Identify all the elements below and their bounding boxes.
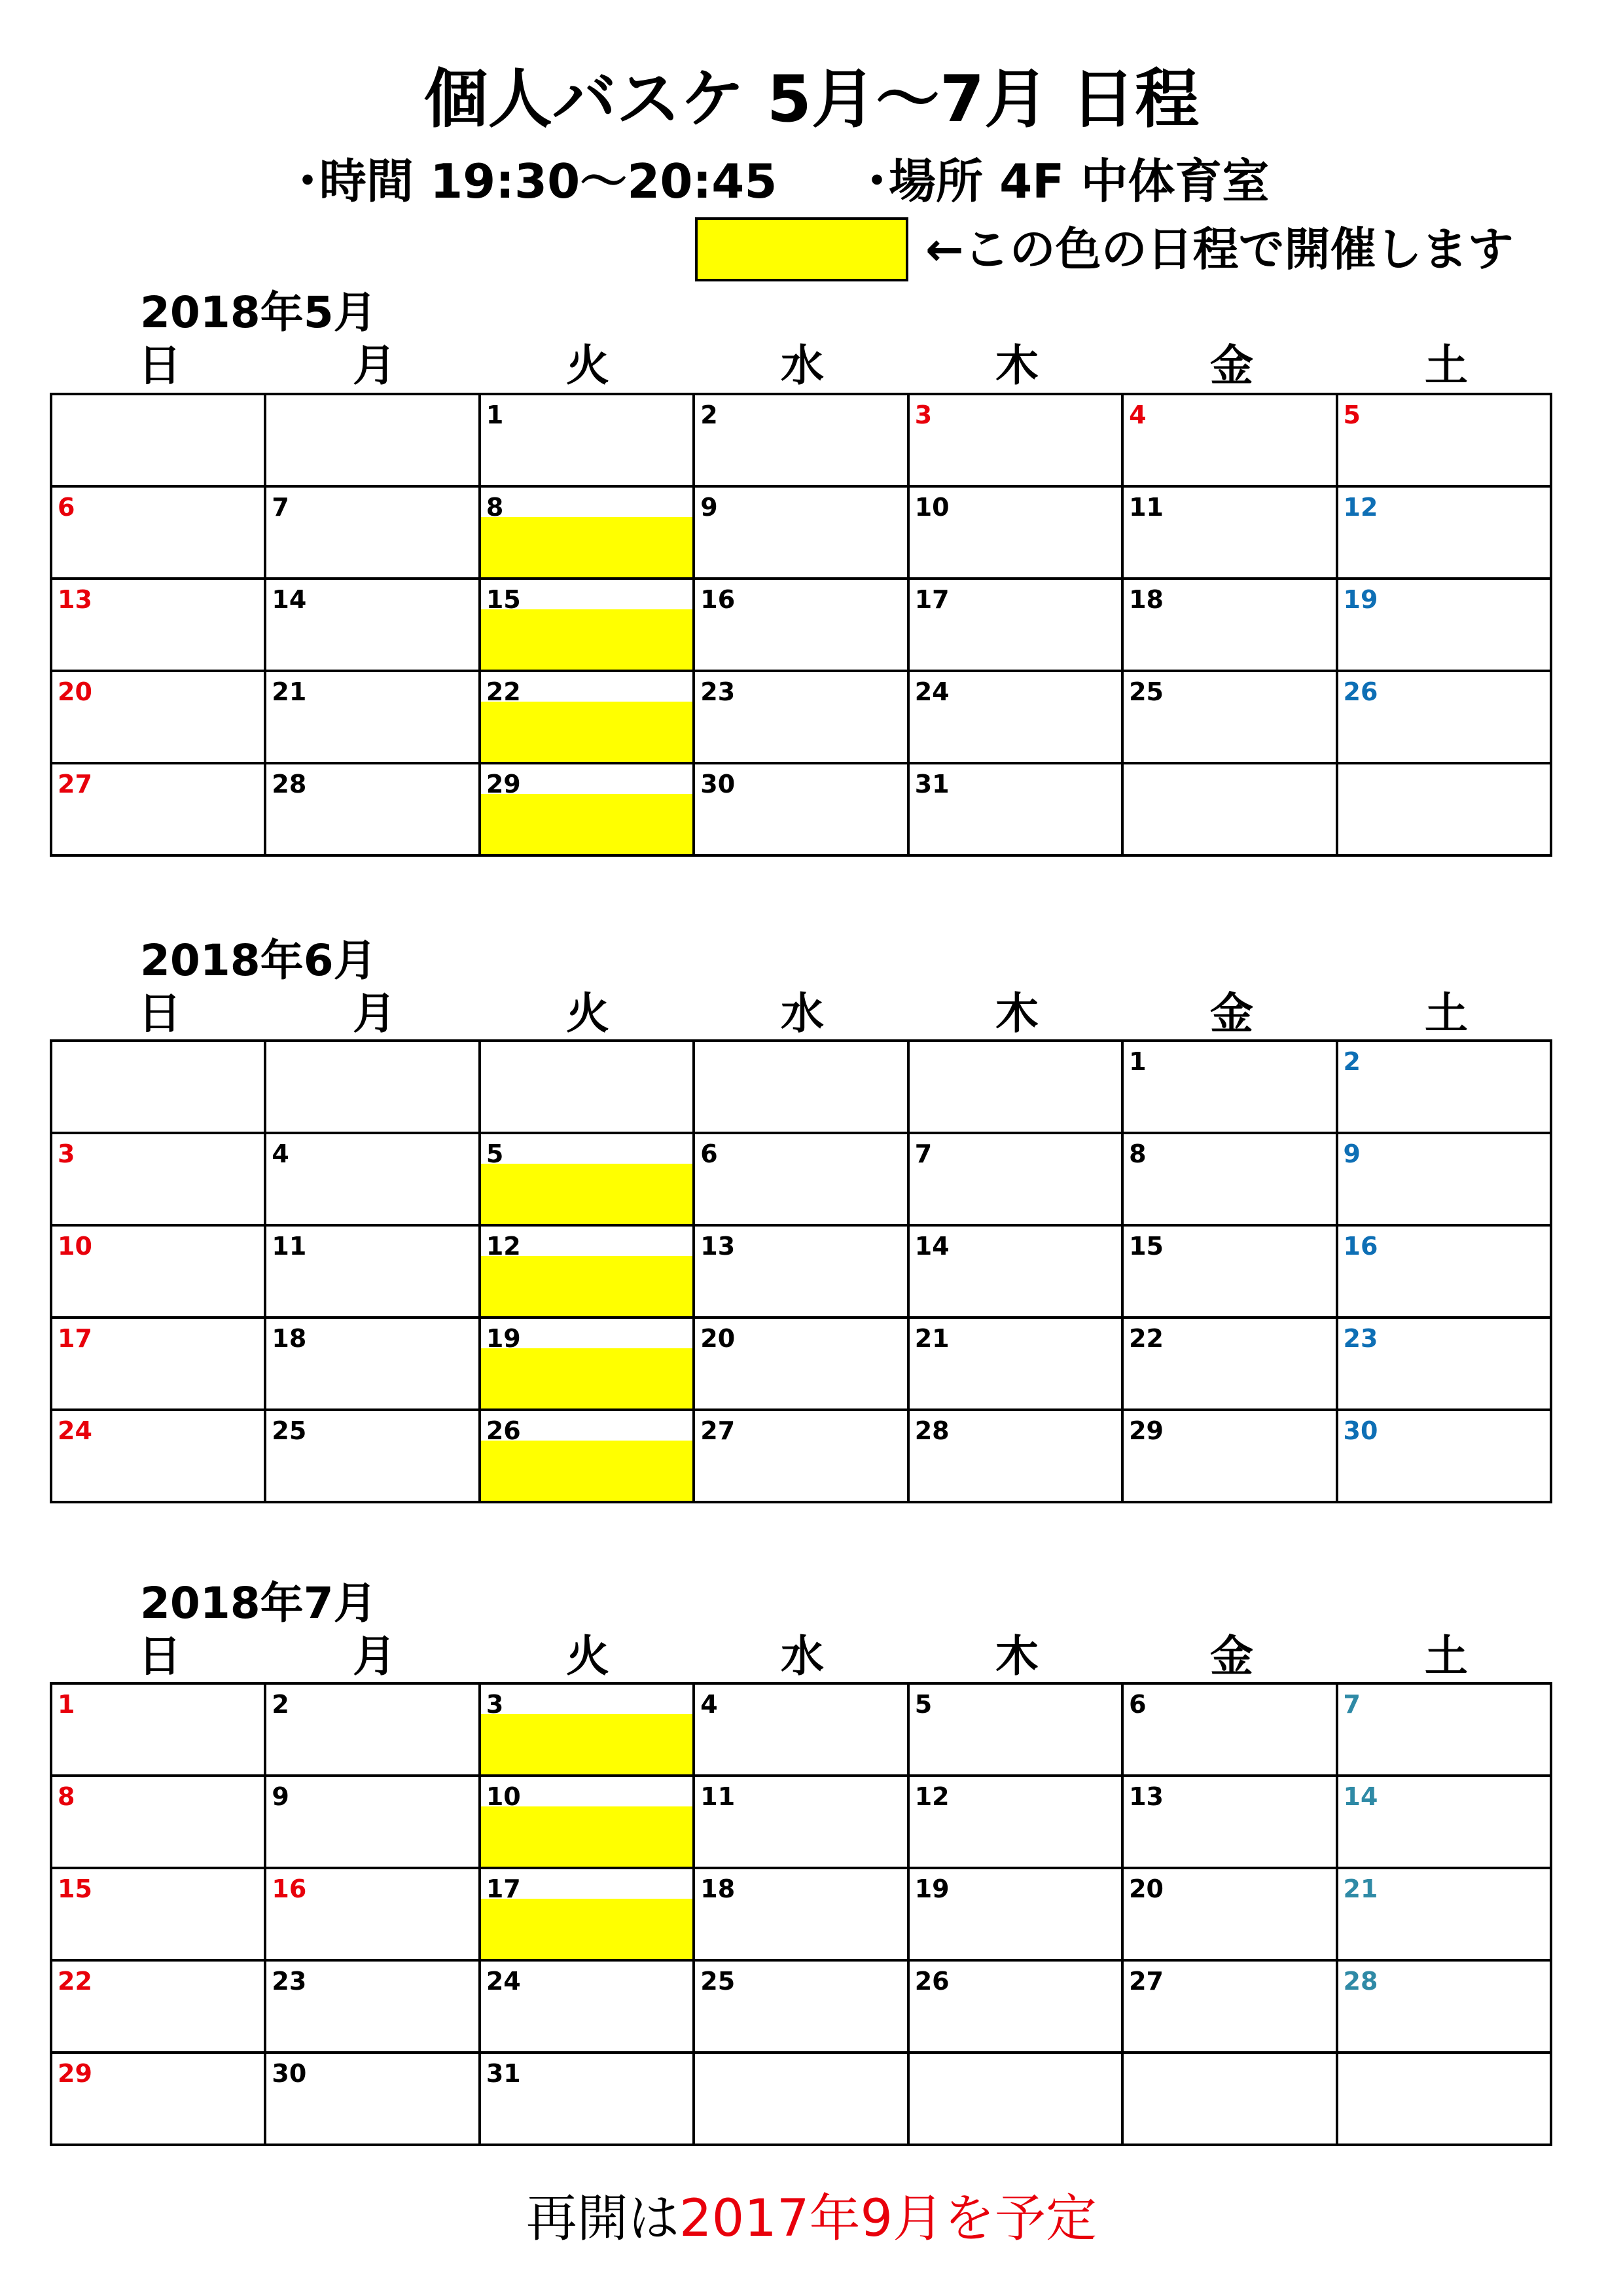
weekday-header: 土: [1425, 1631, 1468, 1681]
event-highlight: [481, 794, 692, 854]
day-number: 23: [700, 677, 736, 706]
calendar-day-cell: [51, 2053, 265, 2145]
day-number: 29: [58, 2059, 92, 2088]
calendar-day-cell: [908, 1868, 1122, 1960]
day-number: 22: [486, 677, 521, 706]
calendar-week-row: [51, 1225, 1551, 1318]
calendar-day-cell: [1122, 1318, 1336, 1410]
calendar-day-cell: [694, 1410, 908, 1502]
day-number: 16: [272, 1874, 307, 1903]
day-number: 26: [486, 1416, 521, 1445]
calendar-day-cell: [1337, 486, 1551, 579]
calendar-day-cell: [51, 579, 265, 671]
day-number: 13: [1129, 1782, 1164, 1811]
calendar-day-cell: [51, 763, 265, 855]
time-info: ･時間 19:30～20:45: [296, 154, 777, 209]
day-number: 26: [914, 1967, 950, 1996]
weekday-header: 月: [353, 340, 396, 391]
weekday-header: 火: [566, 1631, 609, 1681]
day-number: 19: [914, 1874, 950, 1903]
calendar-day-cell: [480, 1133, 694, 1225]
calendar-day-cell: [51, 1776, 265, 1868]
calendar-day-cell: [908, 1041, 1122, 1133]
day-number: 18: [272, 1324, 307, 1353]
weekday-header: 金: [1210, 340, 1253, 391]
day-number: 25: [1129, 677, 1164, 706]
calendar-week-row: [51, 486, 1551, 579]
day-number: 25: [700, 1967, 736, 1996]
day-number: 8: [58, 1782, 75, 1811]
day-number: 19: [1343, 585, 1378, 614]
weekday-header: 土: [1425, 340, 1468, 391]
event-highlight: [481, 1441, 692, 1501]
event-highlight: [481, 1164, 692, 1224]
weekday-header: 水: [781, 988, 824, 1039]
day-number: 30: [700, 770, 736, 798]
calendar-week-row: [51, 1041, 1551, 1133]
day-number: 5: [914, 1690, 933, 1719]
calendar-day-cell: [51, 1133, 265, 1225]
calendar-day-cell: [265, 394, 479, 486]
calendar-day-cell: [265, 2053, 479, 2145]
day-number: 11: [272, 1232, 307, 1261]
day-number: 15: [58, 1874, 92, 1903]
calendar-day-cell: [1337, 1868, 1551, 1960]
weekday-header: 木: [995, 988, 1039, 1039]
day-number: 22: [58, 1967, 92, 1996]
calendar-day-cell: [265, 1041, 479, 1133]
calendar-week-row: [51, 1960, 1551, 2053]
weekday-header: 木: [995, 340, 1039, 391]
calendar-day-cell: [51, 486, 265, 579]
calendar-week-row: [51, 763, 1551, 855]
calendar-week-row: [51, 2053, 1551, 2145]
calendar-day-cell: [51, 1225, 265, 1318]
calendar-day-cell: [51, 1318, 265, 1410]
calendar-day-cell: [908, 1410, 1122, 1502]
day-number: 15: [486, 585, 521, 614]
calendar-day-cell: [1337, 1960, 1551, 2053]
day-number: 10: [914, 493, 950, 522]
calendar-day-cell: [1337, 763, 1551, 855]
event-highlight: [481, 1899, 692, 1959]
calendar-day-cell: [694, 579, 908, 671]
calendar-day-cell: [1337, 2053, 1551, 2145]
calendar-day-cell: [1337, 1318, 1551, 1410]
event-highlight: [481, 702, 692, 762]
day-number: 7: [1343, 1690, 1361, 1719]
calendar-day-cell: [908, 671, 1122, 763]
calendar-day-cell: [694, 486, 908, 579]
calendar-grid: [50, 1039, 1552, 1503]
day-number: 1: [58, 1690, 75, 1719]
calendar-day-cell: [908, 1318, 1122, 1410]
day-number: 5: [1343, 401, 1361, 429]
day-number: 16: [1343, 1232, 1378, 1261]
day-number: 6: [1129, 1690, 1147, 1719]
day-number: 17: [58, 1324, 92, 1353]
day-number: 11: [1129, 493, 1164, 522]
day-number: 30: [272, 2059, 307, 2088]
calendar-day-cell: [694, 1776, 908, 1868]
day-number: 18: [1129, 585, 1164, 614]
day-number: 9: [272, 1782, 289, 1811]
day-number: 28: [1343, 1967, 1378, 1996]
calendar-day-cell: [694, 1041, 908, 1133]
day-number: 20: [1129, 1874, 1164, 1903]
calendar-day-cell: [480, 671, 694, 763]
calendar-week-row: [51, 1683, 1551, 1776]
day-number: 17: [914, 585, 950, 614]
event-highlight: [481, 609, 692, 670]
day-number: 7: [914, 1139, 933, 1168]
day-number: 13: [700, 1232, 736, 1261]
calendar-day-cell: [265, 1318, 479, 1410]
calendar-day-cell: [908, 1683, 1122, 1776]
day-number: 4: [272, 1139, 289, 1168]
day-number: 18: [700, 1874, 736, 1903]
weekday-header: 月: [353, 988, 396, 1039]
calendar-day-cell: [265, 579, 479, 671]
day-number: 23: [1343, 1324, 1378, 1353]
day-number: 7: [272, 493, 289, 522]
weekday-header: 火: [566, 988, 609, 1039]
day-number: 27: [1129, 1967, 1164, 1996]
calendar-day-cell: [265, 1133, 479, 1225]
day-number: 3: [58, 1139, 75, 1168]
calendar-day-cell: [694, 1133, 908, 1225]
day-number: 9: [700, 493, 718, 522]
day-number: 27: [700, 1416, 736, 1445]
day-number: 12: [486, 1232, 521, 1261]
calendar-week-row: [51, 671, 1551, 763]
day-number: 20: [58, 677, 92, 706]
month-label: 2018年7月: [140, 1578, 377, 1628]
day-number: 3: [914, 401, 933, 429]
weekday-header: 水: [781, 1631, 824, 1681]
day-number: 1: [1129, 1047, 1147, 1076]
day-number: 25: [272, 1416, 307, 1445]
calendar-day-cell: [480, 394, 694, 486]
calendar-day-cell: [908, 1225, 1122, 1318]
day-number: 14: [914, 1232, 950, 1261]
weekday-header: 金: [1210, 988, 1253, 1039]
calendar-day-cell: [265, 486, 479, 579]
calendar-day-cell: [480, 2053, 694, 2145]
weekday-header: 日: [138, 988, 181, 1039]
footer-prefix: 再開は: [526, 2189, 679, 2248]
day-number: 10: [58, 1232, 92, 1261]
day-number: 28: [272, 770, 307, 798]
calendar-day-cell: [694, 1225, 908, 1318]
day-number: 16: [700, 585, 736, 614]
day-number: 22: [1129, 1324, 1164, 1353]
calendar-day-cell: [1337, 1041, 1551, 1133]
weekday-header: 水: [781, 340, 824, 391]
calendar-week-row: [51, 1318, 1551, 1410]
calendar-day-cell: [1122, 1683, 1336, 1776]
day-number: 31: [914, 770, 950, 798]
day-number: 20: [700, 1324, 736, 1353]
day-number: 21: [272, 677, 307, 706]
calendar-day-cell: [1122, 671, 1336, 763]
calendar-day-cell: [1337, 1133, 1551, 1225]
calendar-day-cell: [1122, 394, 1336, 486]
day-number: 26: [1343, 677, 1378, 706]
calendar-day-cell: [480, 1868, 694, 1960]
calendar-week-row: [51, 394, 1551, 486]
day-number: 23: [272, 1967, 307, 1996]
calendar-day-cell: [51, 394, 265, 486]
calendar-day-cell: [694, 394, 908, 486]
calendar-day-cell: [694, 763, 908, 855]
calendar-day-cell: [1122, 1960, 1336, 2053]
calendar-day-cell: [1122, 1133, 1336, 1225]
day-number: 1: [486, 401, 504, 429]
calendar-day-cell: [265, 1868, 479, 1960]
calendar-day-cell: [1122, 1041, 1336, 1133]
day-number: 2: [700, 401, 718, 429]
month-label: 2018年6月: [140, 935, 377, 986]
calendar-day-cell: [694, 1868, 908, 1960]
day-number: 4: [1129, 401, 1147, 429]
calendar-day-cell: [1122, 1776, 1336, 1868]
calendar-day-cell: [908, 763, 1122, 855]
calendar-day-cell: [908, 1133, 1122, 1225]
calendar-day-cell: [51, 1041, 265, 1133]
weekday-header: 日: [138, 340, 181, 391]
calendar-day-cell: [480, 486, 694, 579]
day-number: 14: [272, 585, 307, 614]
day-number: 30: [1343, 1416, 1378, 1445]
calendar-day-cell: [265, 671, 479, 763]
calendar-day-cell: [694, 671, 908, 763]
calendar-day-cell: [480, 1776, 694, 1868]
calendar-day-cell: [1122, 1410, 1336, 1502]
calendar-day-cell: [1122, 486, 1336, 579]
calendar-day-cell: [480, 1410, 694, 1502]
event-highlight: [481, 1714, 692, 1774]
event-highlight: [481, 1256, 692, 1316]
day-number: 11: [700, 1782, 736, 1811]
calendar-day-cell: [1337, 579, 1551, 671]
day-number: 27: [58, 770, 92, 798]
calendar-day-cell: [265, 1960, 479, 2053]
day-number: 3: [486, 1690, 504, 1719]
calendar-day-cell: [51, 1868, 265, 1960]
calendar-day-cell: [694, 2053, 908, 2145]
legend-color-swatch: [695, 217, 908, 281]
calendar-grid: [50, 1682, 1552, 2146]
day-number: 5: [486, 1139, 504, 1168]
calendar-day-cell: [1337, 1776, 1551, 1868]
calendar-day-cell: [694, 1960, 908, 2053]
calendar-day-cell: [51, 671, 265, 763]
calendar-day-cell: [51, 1960, 265, 2053]
calendar-day-cell: [480, 1683, 694, 1776]
calendar-day-cell: [908, 1960, 1122, 2053]
calendar-day-cell: [480, 579, 694, 671]
day-number: 14: [1343, 1782, 1378, 1811]
day-number: 28: [914, 1416, 950, 1445]
event-highlight: [481, 517, 692, 577]
calendar-day-cell: [265, 1225, 479, 1318]
calendar-day-cell: [51, 1410, 265, 1502]
calendar-day-cell: [908, 579, 1122, 671]
calendar-day-cell: [908, 394, 1122, 486]
calendar-day-cell: [694, 1318, 908, 1410]
calendar-day-cell: [1337, 1225, 1551, 1318]
calendar-day-cell: [480, 763, 694, 855]
calendar-day-cell: [1122, 2053, 1336, 2145]
calendar-week-row: [51, 1776, 1551, 1868]
day-number: 21: [1343, 1874, 1378, 1903]
day-number: 24: [58, 1416, 92, 1445]
calendar-day-cell: [1122, 579, 1336, 671]
calendar-grid: [50, 393, 1552, 857]
day-number: 12: [914, 1782, 950, 1811]
day-number: 8: [1129, 1139, 1147, 1168]
calendar-day-cell: [1337, 394, 1551, 486]
day-number: 19: [486, 1324, 521, 1353]
weekday-header: 火: [566, 340, 609, 391]
page-title: 個人バスケ 5月～7月 日程: [423, 62, 1200, 137]
calendar-day-cell: [694, 1683, 908, 1776]
day-number: 17: [486, 1874, 521, 1903]
weekday-header: 土: [1425, 988, 1468, 1039]
calendar-day-cell: [480, 1318, 694, 1410]
calendar-day-cell: [1337, 1683, 1551, 1776]
event-highlight: [481, 1806, 692, 1867]
calendar-day-cell: [265, 763, 479, 855]
day-number: 10: [486, 1782, 521, 1811]
calendar-day-cell: [1122, 1868, 1336, 1960]
day-number: 31: [486, 2059, 521, 2088]
footer-highlight: 2017年9月を予定: [679, 2189, 1097, 2248]
weekday-header: 金: [1210, 1631, 1253, 1681]
calendar-day-cell: [265, 1776, 479, 1868]
calendar-week-row: [51, 1868, 1551, 1960]
day-number: 15: [1129, 1232, 1164, 1261]
calendar-week-row: [51, 1410, 1551, 1502]
day-number: 9: [1343, 1139, 1361, 1168]
calendar-week-row: [51, 579, 1551, 671]
day-number: 4: [700, 1690, 718, 1719]
day-number: 13: [58, 585, 92, 614]
weekday-header: 木: [995, 1631, 1039, 1681]
calendar-day-cell: [265, 1410, 479, 1502]
calendar-day-cell: [51, 1683, 265, 1776]
legend-text: ←この色の日程で開催します: [925, 223, 1514, 276]
day-number: 2: [272, 1690, 289, 1719]
calendar-day-cell: [480, 1225, 694, 1318]
weekday-header: 日: [138, 1631, 181, 1681]
calendar-day-cell: [1122, 763, 1336, 855]
calendar-day-cell: [1337, 1410, 1551, 1502]
day-number: 6: [700, 1139, 718, 1168]
calendar-day-cell: [480, 1960, 694, 2053]
month-label: 2018年5月: [140, 287, 377, 338]
day-number: 24: [486, 1967, 521, 1996]
day-number: 24: [914, 677, 950, 706]
place-info: ･場所 4F 中体育室: [865, 154, 1270, 209]
day-number: 8: [486, 493, 504, 522]
calendar-day-cell: [1122, 1225, 1336, 1318]
day-number: 6: [58, 493, 75, 522]
day-number: 29: [1129, 1416, 1164, 1445]
calendar-day-cell: [1337, 671, 1551, 763]
calendar-day-cell: [480, 1041, 694, 1133]
day-number: 29: [486, 770, 521, 798]
calendar-day-cell: [908, 1776, 1122, 1868]
calendar-day-cell: [908, 486, 1122, 579]
day-number: 21: [914, 1324, 950, 1353]
day-number: 2: [1343, 1047, 1361, 1076]
weekday-header: 月: [353, 1631, 396, 1681]
calendar-day-cell: [908, 2053, 1122, 2145]
calendar-week-row: [51, 1133, 1551, 1225]
day-number: 12: [1343, 493, 1378, 522]
footer-note: [0, 2186, 1623, 2251]
event-highlight: [481, 1348, 692, 1408]
calendar-day-cell: [265, 1683, 479, 1776]
